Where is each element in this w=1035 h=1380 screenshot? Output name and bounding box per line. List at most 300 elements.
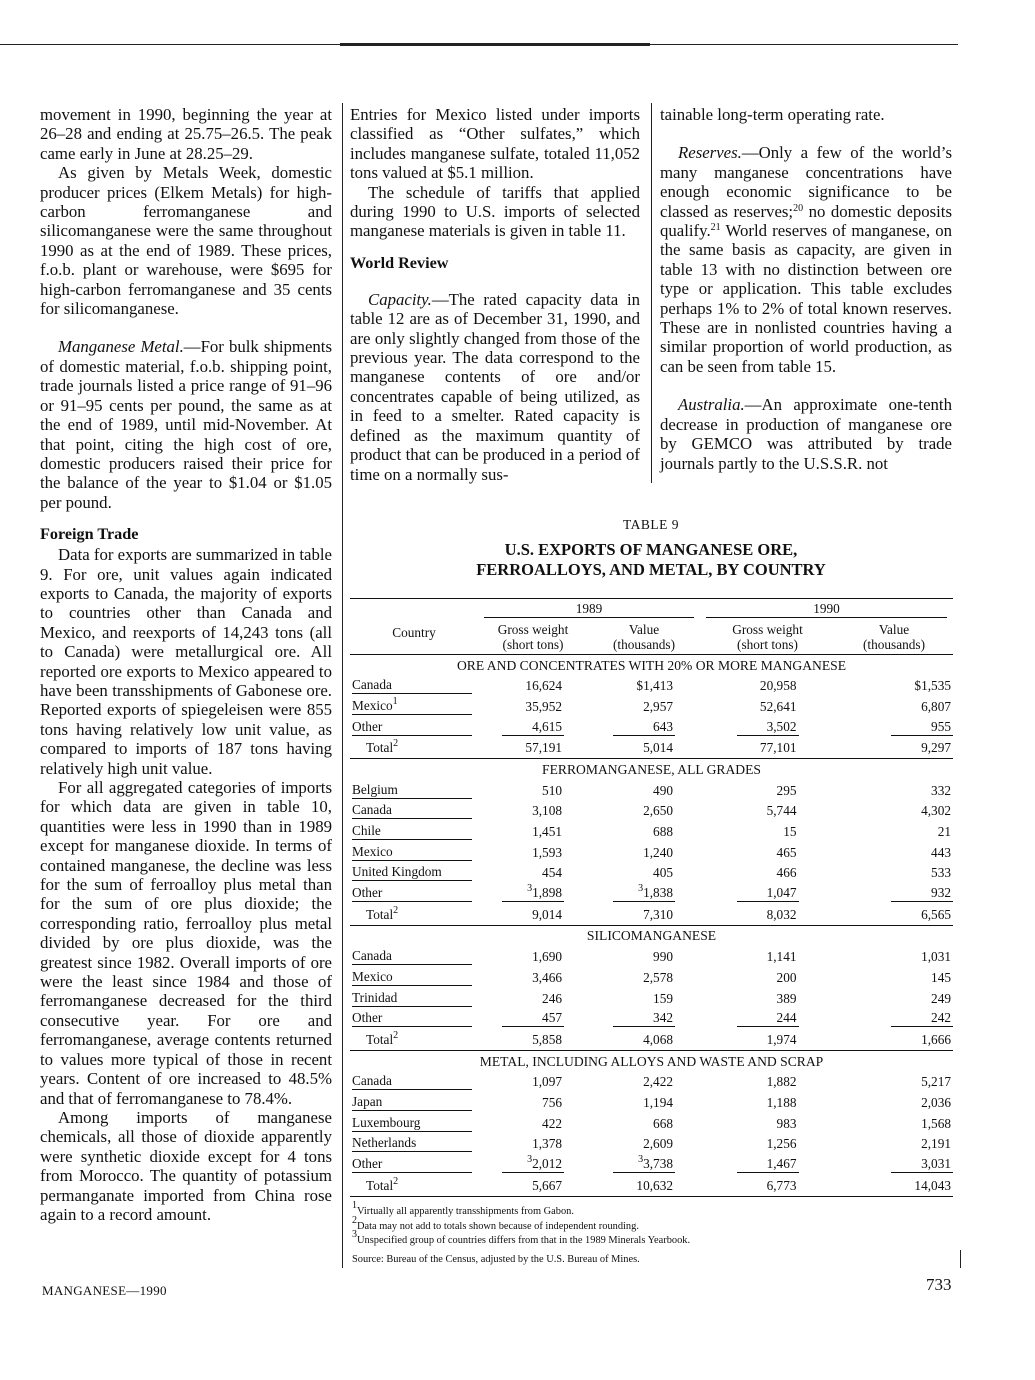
footnote-ref: 2 [393,1175,399,1187]
total-label: Total$^2$ [366,738,399,756]
cell-value: 5,217 [921,1074,951,1090]
value-1989 [588,1113,700,1134]
gross-weight-1990 [700,696,835,717]
header-line: Value [628,621,660,637]
cell-value: 1,467 [737,1156,799,1173]
paragraph-text: —The rated capacity data in table 12 are as of December 31, 1990, and are only slightly changed from those of the previous year. The data correspond to the manganese contents of ore and/or concentrates capable of being utilized, as in feed to a smelter. Rated capacity is defined as the maximum quantity of product that can be produced in a period of time on a normally sus- [350,289,640,484]
total-gross-weight-1990 [700,1175,835,1196]
gross-weight-1990 [700,967,835,988]
cell-value: 490 [653,782,673,798]
table-row [350,883,953,904]
total-value-1990 [835,737,953,758]
country-cell [350,1154,478,1175]
table-label: TABLE 9 [622,517,680,532]
cell-value: 688 [653,824,673,840]
cell-value: 983 [776,1115,797,1131]
value-1989 [588,1071,700,1092]
cell-value: 5,858 [532,1031,562,1047]
country-cell [350,717,478,738]
year-header [700,599,953,620]
table-row [350,717,953,738]
country-cell [350,780,478,801]
section-heading: Foreign Trade [40,525,139,544]
country-name: Mexico [352,969,472,986]
footnote-ref: 2 [393,738,399,750]
country-cell [350,1071,478,1092]
country-name: Luxembourg [352,1115,472,1132]
country-cell [350,863,478,884]
cell-value: 6,773 [766,1177,797,1193]
table-header-row [350,599,953,620]
gross-weight-1989 [478,1092,588,1113]
value-1990 [835,1008,953,1029]
paragraph-text: —Only a few of the world’s many manganese concentrations have enough economic significance to be classed as reserves; [660,143,952,221]
cell-value: 52,641 [759,698,797,714]
value-1989 [588,717,700,738]
gross-weight-1989 [478,717,588,738]
total-gross-weight-1989 [478,1175,588,1196]
cell-value: 5,667 [532,1177,562,1193]
cell-value: 510 [542,782,562,798]
footnote-ref: 3 [527,1154,533,1166]
cell-value: 1,047 [737,885,799,902]
cell-value: 1,031 [921,949,951,965]
header-rule-thick [340,43,650,46]
gross-weight-1990 [700,842,835,863]
cell-value: 643 [613,719,675,736]
country-cell [350,1113,478,1134]
table-row [350,696,953,717]
value-1989 [588,1092,700,1113]
cell-value: 422 [542,1115,562,1131]
cell-value: 1,378 [532,1136,562,1152]
cell-value: 1,451 [532,824,562,840]
cell-value: 14,043 [914,1177,951,1193]
table-row [350,1008,953,1029]
footnote-ref: 21 [710,222,721,234]
footnote-marker: 1 [352,1200,357,1211]
footnote-text: Data may not add to totals shown because of independent rounding. [357,1220,639,1232]
footnote [352,1214,952,1235]
country-name: Mexico$^1$ [352,698,472,715]
total-row [350,904,953,925]
cell-value: 443 [931,844,951,860]
paragraph [660,395,952,473]
cell-value: 2,578 [643,969,673,985]
table-row [350,1154,953,1175]
paragraph [40,337,332,512]
header-line: (thousands) [862,636,926,652]
table-row [350,821,953,842]
gross-weight-1989 [478,988,588,1009]
value-1989 [588,988,700,1009]
gross-weight-1989 [478,1071,588,1092]
paragraph-text: no domestic deposits qualify. [660,201,952,241]
cell-value: 405 [653,865,673,881]
cell-value: 4,615 [502,719,564,736]
paragraph-text: World reserves of manganese, on the same basis as capacity, are given in table 13 with no distinction between ore type or application. This table excludes perhaps 1% to 2% of total known reserves. These are in nonlisted countries having a similar proportion of world production, as can be seen from table 15. [660,221,952,376]
section-run-in-head: Manganese Metal. [58,337,184,357]
value-1990 [835,1154,953,1175]
section-title: FERROMANGANESE, ALL GRADES [542,761,761,777]
total-value-1990 [835,1029,953,1050]
footnote-ref: 3 [527,883,533,895]
table-row [350,967,953,988]
value-1990 [835,717,953,738]
value-1989 [588,1134,700,1155]
section-title: METAL, INCLUDING ALLOYS AND WASTE AND SCRAP [479,1053,824,1069]
total-value-1989 [588,904,700,925]
section-run-in-head: Australia. [678,395,745,415]
cell-value: 244 [737,1010,799,1027]
value-1990 [835,780,953,801]
header-line: Value [878,621,910,637]
section-row [350,925,953,946]
country-name: Other [352,1010,472,1027]
cell-value: 5,744 [766,803,797,819]
total-gross-weight-1990 [700,1029,835,1050]
cell-value: 1,568 [921,1115,951,1131]
paragraph: Data for exports are summarized in table 9. For ore, unit values again indicated exports to Canada, the majority of exports to countries other than Canada and Mexico, and reexports of 14,243 tons (all to Canada) were metallurgical ore. All reported ore exports to Mexico appeared to have been transshipments of Gabonese ore. Reported exports of spiegeleisen were 855 tons having relatively low unit value, as compared to imports of 187 tons having relatively high unit value. [40,545,332,778]
cell-value: 332 [931,782,951,798]
cell-value: 1,690 [532,949,562,965]
gross-weight-1989 [478,863,588,884]
value-1990 [835,1134,953,1155]
cell-value: 4,302 [921,803,951,819]
paragraph: The schedule of tariffs that applied during 1990 to U.S. imports of selected manganese materials is given in table 11. [350,182,640,241]
total-row [350,1175,953,1196]
paragraph-text: —An approximate one-tenth decrease in production of manganese ore by GEMCO was attributed by trade journals partly to the U.S.S.R. not [660,395,952,473]
cell-value: 2,609 [643,1136,673,1152]
country-cell [350,988,478,1009]
cell-value: 533 [931,865,951,881]
cell-value: 1,882 [766,1074,797,1090]
gross-weight-1990 [700,863,835,884]
gross-weight-header [700,620,835,655]
total-label-cell [350,1029,478,1050]
cell-value: $^3$3,738 [613,1156,675,1173]
header-line: (short tons) [502,636,564,652]
cell-value: 1,974 [766,1031,797,1047]
table-title-line: FERROALLOYS, AND METAL, BY COUNTRY [476,560,826,579]
cell-value: 3,108 [532,803,562,819]
table-row [350,675,953,696]
section-heading: World Review [350,253,449,272]
cell-value: 2,957 [643,698,673,714]
paragraph: For all aggregated categories of imports for which data are given in table 10, quantities were less in 1990 than in 1989 except for manganese dioxide. In terms of contained manganese, the decline was less for the sum of ferroalloy plus metal than for the sum of ore plus dioxide; the corresponding ratio, ferroalloy plus metal divided by ore plus dioxide, was the greatest since 1982. Overall imports of ore were the least since 1984 and those of ferromanganese decreased for the third consecutive year. For ore and ferromanganese, average contents returned to values more typical of those in recent years. Content of ore increased to 48.5% and that of ferromanganese to 78.4%. [40,778,332,1108]
cell-value: 145 [931,969,951,985]
gross-weight-1990 [700,821,835,842]
value-1989 [588,696,700,717]
gross-weight-1990 [700,801,835,822]
country-cell [350,946,478,967]
cell-value: 2,191 [921,1136,951,1152]
footnote-marker: 2 [352,1214,357,1226]
table-row [350,1113,953,1134]
cell-value: 246 [542,990,562,1006]
cell-value: 2,650 [643,803,673,819]
cell-value: 1,194 [643,1094,673,1110]
table-row [350,801,953,822]
cell-value: 5,014 [643,740,673,756]
country-name: Canada [352,802,472,819]
total-row [350,1029,953,1050]
cell-value: 57,191 [525,740,562,756]
cell-value: 454 [542,865,562,881]
value-header [835,620,953,655]
value-1989 [588,946,700,967]
country-cell [350,1134,478,1155]
text-column-1 [40,105,332,1224]
total-value-1989 [588,737,700,758]
cell-value: 466 [776,865,797,881]
value-1989 [588,801,700,822]
total-label-cell [350,737,478,758]
table-row [350,988,953,1009]
value-1989 [588,967,700,988]
total-label-cell [350,1175,478,1196]
cell-value: 3,031 [891,1156,953,1173]
country-name: Canada [352,1073,472,1090]
table-row [350,863,953,884]
value-1989 [588,1008,700,1029]
cell-value: 9,014 [532,906,562,922]
cell-value: 756 [542,1094,562,1110]
cell-value: 3,466 [532,969,562,985]
country-header: Country [350,599,478,655]
value-1989 [588,883,700,904]
value-1990 [835,842,953,863]
running-footer: MANGANESE—1990 [42,1283,167,1298]
cell-value: 1,240 [643,844,673,860]
country-cell [350,1092,478,1113]
value-1990 [835,1113,953,1134]
value-1989 [588,780,700,801]
total-label: Total$^2$ [366,1175,399,1193]
value-1990 [835,675,953,696]
value-1990 [835,1092,953,1113]
cell-value: 8,032 [766,906,797,922]
footnote-ref: 1 [392,695,398,707]
gross-weight-1989 [478,696,588,717]
country-name: Mexico [352,844,472,861]
cell-value: 77,101 [759,740,797,756]
column-divider-1 [342,103,343,1268]
footnote-ref: 2 [393,904,399,916]
column-divider-2 [651,103,652,483]
country-name: Belgium [352,782,472,799]
gross-weight-1990 [700,946,835,967]
cell-value: 21 [937,824,951,840]
gross-weight-1990 [700,780,835,801]
cell-value: 35,952 [525,698,562,714]
country-cell [350,675,478,696]
gross-weight-1989 [478,801,588,822]
total-gross-weight-1989 [478,904,588,925]
value-1990 [835,821,953,842]
footnote-ref: 2 [393,1029,399,1041]
gross-weight-1990 [700,675,835,696]
cell-value: 200 [776,969,797,985]
table-title [348,540,954,580]
gross-weight-1989 [478,883,588,904]
value-1990 [835,946,953,967]
footnote [352,1200,952,1220]
table-row [350,842,953,863]
country-cell [350,696,478,717]
total-gross-weight-1989 [478,737,588,758]
footnote-ref: 3 [638,883,644,895]
value-1990 [835,883,953,904]
cell-value: $^3$1,838 [613,885,675,902]
total-value-1989 [588,1029,700,1050]
cell-value: 1,188 [766,1094,797,1110]
cell-value: 2,036 [921,1094,951,1110]
gross-weight-1990 [700,1154,835,1175]
gross-weight-1989 [478,842,588,863]
country-cell [350,821,478,842]
gross-weight-1990 [700,988,835,1009]
country-cell [350,801,478,822]
cell-value: 389 [776,990,797,1006]
paragraph-text: —For bulk shipments of domestic material, f.o.b. shipping point, trade journals listed a price range of 91–96 or 91–95 cents per pound, the same as at the end of 1989, until mid-November. At that point, citing the high cost of ore, domestic producers raised their price for the balance of the year to $1.04 or $1.05 per pound. [40,337,332,512]
cell-value: 457 [502,1010,564,1027]
cell-value: 1,256 [766,1136,797,1152]
cell-value: 668 [653,1115,673,1131]
footnote-marker: 3 [352,1229,357,1240]
year-label: 1989 [484,601,694,618]
header-line: (thousands) [612,636,676,652]
cell-value: 7,310 [643,906,673,922]
country-name: Chile [352,823,472,840]
country-name: Canada [352,948,472,965]
year-label: 1990 [706,601,947,618]
country-name: Trinidad [352,990,472,1007]
paragraph: Entries for Mexico listed under imports classified as “Other sulfates,” which includes manganese sulfate, totaled 11,052 tons valued at $5.1 million. [350,105,640,183]
section-run-in-head: Capacity. [368,289,432,309]
gross-weight-1989 [478,967,588,988]
footnote-ref: 3 [638,1154,644,1166]
cell-value: 1,666 [921,1031,951,1047]
total-label: Total$^2$ [366,1029,399,1047]
cell-value: 20,958 [759,678,797,694]
header-line: (short tons) [737,636,798,652]
value-1990 [835,801,953,822]
footnote-text: Unspecified group of countries differs from that in the 1989 Minerals Yearbook. [357,1235,691,1246]
section-title: SILICOMANGANESE [586,928,717,944]
paragraph [660,143,952,376]
country-cell [350,967,478,988]
gross-weight-1990 [700,1092,835,1113]
paragraph [350,290,640,484]
value-header [588,620,700,655]
gross-weight-1990 [700,1113,835,1134]
paragraph: As given by Metals Week, domestic producer prices (Elkem Metals) for high-carbon ferromanganese and silicomanganese were the same throughout 1990 as at the end of 1989. These prices, f.o.b. plant or warehouse, were $695 for high-carbon ferromanganese and 35 cents for silicomanganese. [40,163,332,319]
cell-value: $^3$1,898 [502,885,564,902]
country-name: Other [352,885,472,902]
value-1989 [588,675,700,696]
text-column-2 [350,105,640,484]
section-row [350,654,953,675]
cell-value: 6,807 [921,698,951,714]
paragraph: movement in 1990, beginning the year at 26–28 and ending at 25.75–26.5. The peak came early in June at 28.25–29. [40,105,332,163]
total-label: Total$^2$ [366,904,399,922]
page-number: 733 [926,1275,952,1294]
country-name: Other [352,1156,472,1173]
paragraph: Among imports of manganese chemicals, all those of dioxide apparently were synthetic dioxide except for 4 tons from Morocco. The quantity of potassium permanganate imported from China rose again to a record amount. [40,1107,332,1224]
exports-table [350,598,953,1197]
section-row [350,759,953,780]
cell-value: 955 [891,719,953,736]
value-1989 [588,1154,700,1175]
total-gross-weight-1990 [700,904,835,925]
gross-weight-1989 [478,780,588,801]
value-1990 [835,967,953,988]
cell-value: $1,413 [636,678,673,694]
source-note: Source: Bureau of the Census, adjusted by the U.S. Bureau of Mines. [352,1253,640,1265]
cell-value: 6,565 [921,906,951,922]
cell-value: 9,297 [921,740,951,756]
footnote-ref: 20 [793,202,804,214]
cell-value: 990 [653,949,673,965]
text-column-3 [660,105,952,473]
table-row [350,780,953,801]
total-gross-weight-1990 [700,737,835,758]
footnote [352,1229,952,1249]
cell-value: 932 [891,885,953,902]
cell-value: 2,422 [643,1074,673,1090]
cell-value: 295 [776,782,797,798]
country-cell [350,1008,478,1029]
cell-value: 1,141 [766,949,797,965]
cell-value: 16,624 [525,678,562,694]
gross-weight-1990 [700,1071,835,1092]
country-name: Netherlands [352,1135,472,1152]
section-run-in-head: Reserves. [678,143,742,163]
gross-weight-1989 [478,1154,588,1175]
header-line: Gross weight [497,621,569,637]
cell-value: 242 [891,1010,953,1027]
gross-weight-1990 [700,1134,835,1155]
country-name: United Kingdom [352,864,472,881]
page-right-rule [960,1250,961,1268]
value-1989 [588,842,700,863]
total-value-1989 [588,1175,700,1196]
country-name: Other [352,719,472,736]
cell-value: 465 [776,844,797,860]
cell-value: 249 [931,990,951,1006]
total-row [350,737,953,758]
value-1989 [588,863,700,884]
gross-weight-1989 [478,1008,588,1029]
gross-weight-1990 [700,717,835,738]
cell-value: 1,097 [532,1074,562,1090]
country-cell [350,883,478,904]
table-row [350,1134,953,1155]
gross-weight-1989 [478,821,588,842]
total-value-1990 [835,1175,953,1196]
section-row [350,1050,953,1071]
gross-weight-header [478,620,588,655]
cell-value: 1,593 [532,844,562,860]
cell-value: 15 [783,824,797,840]
total-value-1990 [835,904,953,925]
table-notes [352,1200,952,1267]
paragraph: tainable long-term operating rate. [660,105,885,124]
country-name: Canada [352,677,472,694]
value-1990 [835,1071,953,1092]
country-name: Japan [352,1094,472,1111]
